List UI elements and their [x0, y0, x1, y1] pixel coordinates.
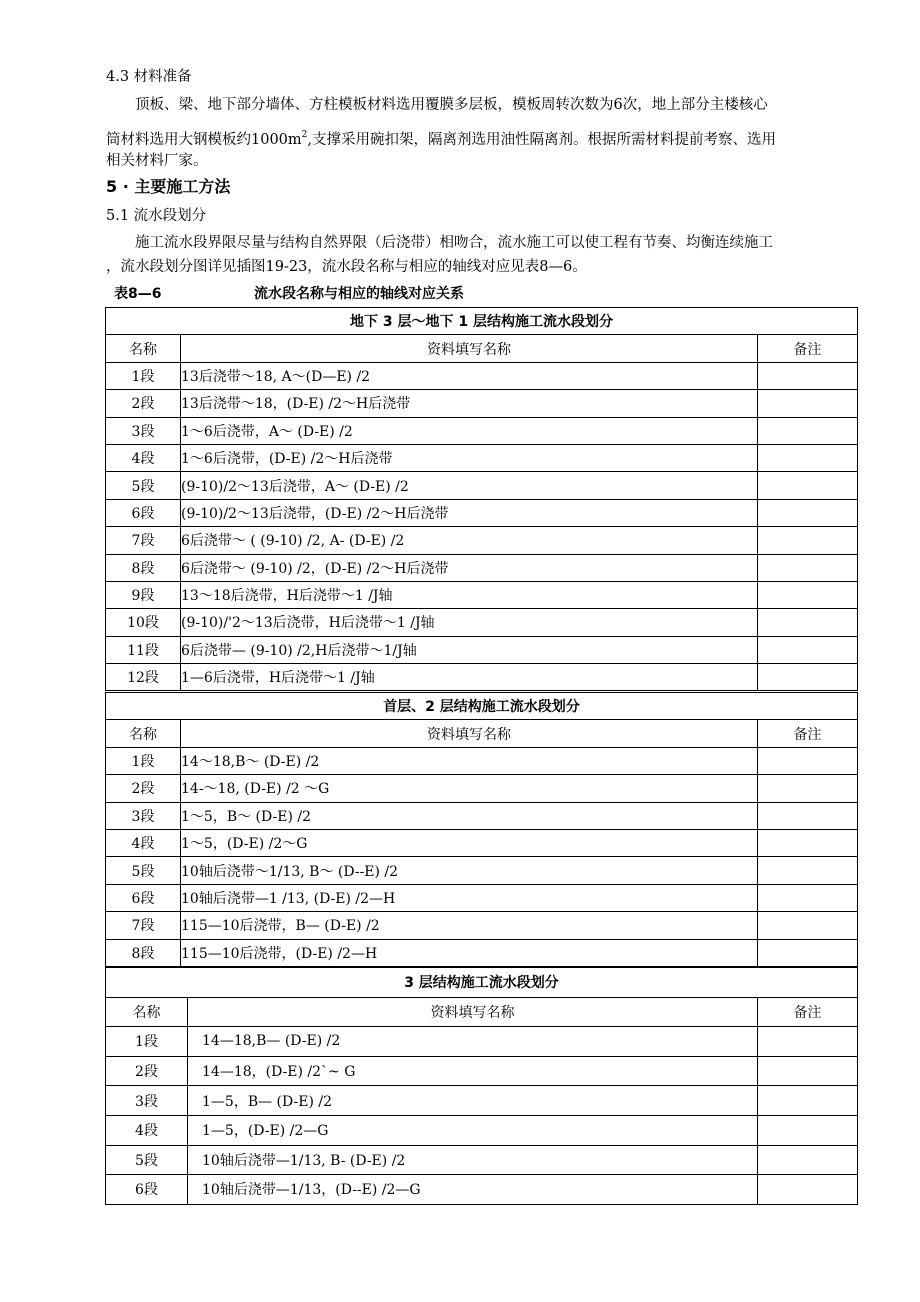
table-row [106, 1056, 858, 1086]
axis-range-cell: 115—10后浇带，(D-E) /2—H [181, 939, 758, 966]
remarks-cell [758, 362, 858, 389]
axis-range-cell: 10轴后浇带—1 /13, (D-E) /2—H [181, 884, 758, 911]
table-row [106, 912, 858, 939]
section-5-heading: 5 · 主要施工方法 [106, 177, 231, 196]
axis-range-cell: 14-～18, (D-E) /2 ～G [181, 775, 758, 802]
materials-paragraph-line-2 [106, 124, 776, 151]
axis-range-cell: 14—18,B— (D-E) /2 [188, 1027, 758, 1057]
segment-name-cell: 4段 [106, 829, 181, 856]
header-record-name: 资料填写名称 [181, 720, 758, 747]
section-5-1-heading: 5.1 流水段划分 [106, 208, 207, 224]
table-section-title: 首层、2 层结构施工流水段划分 [106, 693, 858, 720]
table-row [106, 390, 858, 417]
header-remarks: 备注 [758, 720, 858, 747]
axis-range-cell: 1—5，(D-E) /2—G [188, 1115, 758, 1145]
table-section-title: 3 层结构施工流水段划分 [106, 968, 858, 998]
remarks-cell [758, 390, 858, 417]
segment-name-cell: 10段 [106, 609, 181, 636]
header-remarks: 备注 [758, 997, 858, 1027]
table-row [106, 829, 858, 856]
table-row [106, 417, 858, 444]
table-row [106, 1175, 858, 1205]
table-row [106, 664, 858, 691]
remarks-cell [758, 472, 858, 499]
remarks-cell [758, 912, 858, 939]
axis-range-cell: 1～6后浇带，(D-E) /2～H后浇带 [181, 444, 758, 471]
table-row [106, 1115, 858, 1145]
remarks-cell [758, 884, 858, 911]
segment-name-cell: 6段 [106, 499, 181, 526]
axis-range-cell: 10轴后浇带—1/13，(D--E) /2—G [188, 1175, 758, 1205]
materials-paragraph-line-1: 顶板、梁、地下部分墙体、方柱模板材料选用覆膜多层板，模板周转次数为6次，地上部分主楼核心 [135, 97, 768, 113]
table-section-title: 地下 3 层～地下 1 层结构施工流水段划分 [106, 308, 858, 335]
materials-paragraph-line-3: 相关材料厂家。 [106, 153, 208, 169]
segment-name-cell: 11段 [106, 636, 181, 663]
segment-name-cell: 4段 [106, 1115, 188, 1145]
segment-name-cell: 5段 [106, 857, 181, 884]
table-section-row [106, 968, 858, 998]
remarks-cell [758, 829, 858, 856]
table-row [106, 1027, 858, 1057]
remarks-cell [758, 636, 858, 663]
materials-line-2-rest: ,支撑采用碗扣架，隔离剂选用油性隔离剂。根据所需材料提前考察、选用 [307, 132, 776, 148]
remarks-cell [758, 939, 858, 966]
table-header-row [106, 335, 858, 362]
table-row [106, 554, 858, 581]
axis-range-cell: (9-10)/2～13后浇带，A～ (D-E) /2 [181, 472, 758, 499]
flow-section-paragraph-line-2: ，流水段划分图详见插图19-23，流水段名称与相应的轴线对应见表8—6。 [106, 259, 587, 275]
segment-name-cell: 6段 [106, 884, 181, 911]
segment-name-cell: 5段 [106, 472, 181, 499]
remarks-cell [758, 1086, 858, 1116]
table-section-row [106, 308, 858, 335]
table-header-row [106, 997, 858, 1027]
remarks-cell [758, 1056, 858, 1086]
remarks-cell [758, 527, 858, 554]
header-name: 名称 [106, 335, 181, 362]
header-remarks: 备注 [758, 335, 858, 362]
flow-table-floor-3 [105, 967, 858, 1205]
segment-name-cell: 9段 [106, 581, 181, 608]
axis-range-cell: 6后浇带～ (9-10) /2，(D-E) /2～H后浇带 [181, 554, 758, 581]
remarks-cell [758, 1027, 858, 1057]
axis-range-cell: 13～18后浇带，H后浇带～1 /J轴 [181, 581, 758, 608]
segment-name-cell: 3段 [106, 417, 181, 444]
table-row [106, 884, 858, 911]
axis-range-cell: 1—6后浇带，H后浇带～1 /J轴 [181, 664, 758, 691]
flow-table-basement [105, 307, 858, 691]
header-name: 名称 [106, 720, 181, 747]
segment-name-cell: 8段 [106, 554, 181, 581]
segment-name-cell: 8段 [106, 939, 181, 966]
table-row [106, 802, 858, 829]
table-row [106, 472, 858, 499]
header-record-name: 资料填写名称 [188, 997, 758, 1027]
remarks-cell [758, 1115, 858, 1145]
axis-range-cell: 10轴后浇带～1/13, B～ (D--E) /2 [181, 857, 758, 884]
axis-range-cell: 14～18,B～ (D-E) /2 [181, 747, 758, 774]
table-row [106, 775, 858, 802]
header-record-name: 资料填写名称 [181, 335, 758, 362]
materials-line-2-text: 筒材料选用大钢模板约1000m [106, 132, 302, 148]
table-row [106, 444, 858, 471]
table-number: 表8—6 [114, 286, 162, 302]
table-title: 流水段名称与相应的轴线对应关系 [254, 286, 464, 302]
remarks-cell [758, 1145, 858, 1175]
remarks-cell [758, 499, 858, 526]
remarks-cell [758, 747, 858, 774]
axis-range-cell: 10轴后浇带—1/13, B- (D-E) /2 [188, 1145, 758, 1175]
remarks-cell [758, 775, 858, 802]
remarks-cell [758, 581, 858, 608]
table-row [106, 609, 858, 636]
segment-name-cell: 4段 [106, 444, 181, 471]
axis-range-cell: 1—5，B— (D-E) /2 [188, 1086, 758, 1116]
axis-range-cell: 6后浇带— (9-10) /2,H后浇带～1/J轴 [181, 636, 758, 663]
flow-table-floor-1-2 [105, 692, 858, 967]
axis-range-cell: 13后浇带～18，(D-E) /2～H后浇带 [181, 390, 758, 417]
remarks-cell [758, 554, 858, 581]
axis-range-cell: (9-10)/'2～13后浇带，H后浇带～1 /J轴 [181, 609, 758, 636]
segment-name-cell: 2段 [106, 390, 181, 417]
remarks-cell [758, 417, 858, 444]
remarks-cell [758, 609, 858, 636]
segment-name-cell: 2段 [106, 1056, 188, 1086]
table-row [106, 362, 858, 389]
segment-name-cell: 12段 [106, 664, 181, 691]
axis-range-cell: 1～5，(D-E) /2～G [181, 829, 758, 856]
table-row [106, 747, 858, 774]
flow-section-paragraph-line-1: 施工流水段界限尽量与结构自然界限（后浇带）相吻合，流水施工可以使工程有节奏、均衡连续施工 [135, 235, 773, 251]
table-row [106, 636, 858, 663]
axis-range-cell: (9-10)/2～13后浇带，(D-E) /2～H后浇带 [181, 499, 758, 526]
table-row [106, 499, 858, 526]
segment-name-cell: 6段 [106, 1175, 188, 1205]
axis-range-cell: 1～6后浇带，A～ (D-E) /2 [181, 417, 758, 444]
remarks-cell [758, 444, 858, 471]
segment-name-cell: 7段 [106, 912, 181, 939]
table-row [106, 581, 858, 608]
table-row [106, 939, 858, 966]
axis-range-cell: 13后浇带～18, A～(D—E) /2 [181, 362, 758, 389]
segment-name-cell: 3段 [106, 802, 181, 829]
segment-name-cell: 3段 [106, 1086, 188, 1116]
table-row [106, 527, 858, 554]
header-name: 名称 [106, 997, 188, 1027]
segment-name-cell: 1段 [106, 362, 181, 389]
axis-range-cell: 115—10后浇带，B— (D-E) /2 [181, 912, 758, 939]
axis-range-cell: 1～5，B～ (D-E) /2 [181, 802, 758, 829]
segment-name-cell: 7段 [106, 527, 181, 554]
remarks-cell [758, 802, 858, 829]
remarks-cell [758, 857, 858, 884]
axis-range-cell: 14—18，(D-E) /2`~ G [188, 1056, 758, 1086]
segment-name-cell: 5段 [106, 1145, 188, 1175]
remarks-cell [758, 1175, 858, 1205]
table-header-row [106, 720, 858, 747]
table-row [106, 1145, 858, 1175]
table-row [106, 857, 858, 884]
section-4-3-heading: 4.3 材料准备 [106, 69, 192, 85]
table-section-row [106, 693, 858, 720]
segment-name-cell: 1段 [106, 1027, 188, 1057]
axis-range-cell: 6后浇带～ ( (9-10) /2, A- (D-E) /2 [181, 527, 758, 554]
segment-name-cell: 2段 [106, 775, 181, 802]
segment-name-cell: 1段 [106, 747, 181, 774]
superscript-2: 2 [301, 130, 308, 140]
table-row [106, 1086, 858, 1116]
remarks-cell [758, 664, 858, 691]
table-caption [114, 283, 464, 305]
